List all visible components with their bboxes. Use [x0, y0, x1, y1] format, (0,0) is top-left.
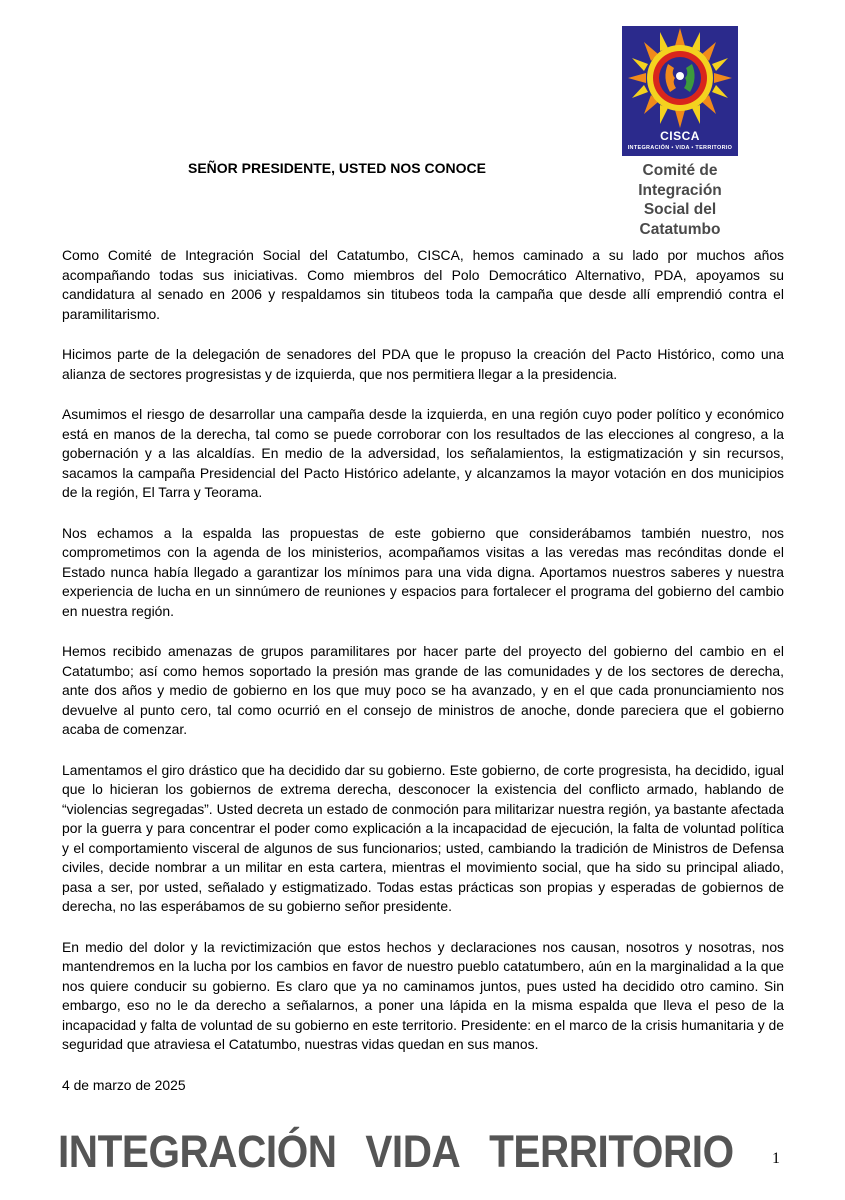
- org-line-1: Comité de: [642, 162, 718, 179]
- footer-banner: [58, 1124, 734, 1180]
- paragraph: Hemos recibido amenazas de grupos paramilitares por hacer parte del proyecto del gobierno del cambio en el Catatumbo; así como hemos soportado la presión mas grande de las comunidades y de los sectores de derecha, ante dos años y medio de gobierno en los que muy poco se ha avanzado, y en el que cada pronunciamiento nos devuelve al punto cero, tal como ocurrió en el consejo de ministros de anoche, donde pareciera que el gobierno acaba de comenzar.: [62, 643, 784, 737]
- paragraph: Nos echamos a la espalda las propuestas de este gobierno que considerábamos también nuestro, nos comprometimos con la agenda de los ministerios, acompañamos visitas a las veredas mas recónditas donde el Estado nunca había llegado a garantizar los mínimos para una vida digna. Aportamos nuestros saberes y nuestra experiencia de lucha en un sinnúmero de reuniones y espacios para fortalecer el programa del gobierno del cambio en nuestra región.: [62, 524, 784, 619]
- footer-word-integracion: INTEGRACIÓN: [58, 1126, 337, 1177]
- footer-word-vida: VIDA: [365, 1126, 461, 1177]
- logo-name: CISCA: [660, 129, 700, 143]
- paragraph: Asumimos el riesgo de desarrollar una campaña desde la izquierda, en una región cuyo poder político y económico está en manos de la derecha, tal como se puede corroborar con los resultados de las elecciones al congreso, a la gobernación y a las alcaldías. En medio de la adversidad, los señalamientos, la estigmatización y sin recursos, sacamos la campaña Presidencial del Pacto Histórico adelante, y alcanzamos la mayor votación en dos municipios de la región, El Tarra y Teorama.: [62, 406, 784, 500]
- cisca-logo: [622, 26, 738, 156]
- letter-body: [62, 246, 784, 1076]
- paragraph: En medio del dolor y la revictimización que estos hechos y declaraciones nos causan, nosotros y nosotras, nos mantendremos en la lucha por los cambios en favor de nuestro pueblo catatumbero, aún en la marginalidad a la que nos quiere conducir su gobierno. Es claro que ya no caminamos juntos, pues usted ha decidido otro camino. Sin embargo, eso no le da derecho a señalarnos, a poner una lápida en la misma espalda que lleva el peso de la incapacidad y falta de voluntad de su gobierno en este territorio. Presidente: en el marco de la crisis humanitaria y de seguridad que atraviesa el Catatumbo, nuestras vidas quedan en sus manos.: [62, 938, 784, 1052]
- org-line-3: Social del: [643, 201, 717, 218]
- paragraph: Hicimos parte de la delegación de senadores del PDA que le propuso la creación del Pacto Histórico, como una alianza de sectores progresistas y de izquierda, que nos permitiera llegar a la presidencia.: [62, 346, 784, 382]
- logo-subtitle: INTEGRACIÓN • VIDA • TERRITORIO: [627, 145, 733, 151]
- footer-word-territorio: TERRITORIO: [489, 1126, 734, 1177]
- sun-emblem-icon: [622, 26, 738, 130]
- document-title: SEÑOR PRESIDENTE, USTED NOS CONOCE: [188, 160, 486, 176]
- org-line-2: Integración: [638, 181, 722, 199]
- organization-name: [615, 161, 745, 239]
- paragraph: Como Comité de Integración Social del Catatumbo, CISCA, hemos caminado a su lado por muchos años acompañando todas sus iniciativas. Como miembros del Polo Democrático Alternativo, PDA, apoyamos su candidatura al senado en 2006 y respaldamos sin titubeos toda la campaña que desde allí emprendió contra el paramilitarismo.: [62, 247, 784, 322]
- org-line-4: Catatumbo: [639, 220, 721, 238]
- paragraph: Lamentamos el giro drástico que ha decidido dar su gobierno. Este gobierno, de corte progresista, ha decidido, igual que lo hicieran los gobiernos de extrema derecha, desconocer la existencia del conflicto armado, hablando de “violencias segregadas”. Usted decreta un estado de conmoción para militarizar nuestra región, ya bastante afectada por la guerra y para concentrar el poder como explicación a la incapacidad de ejecución, la falta de voluntad política y el comportamiento visceral de algunos de sus funcionarios; usted, cambiando la tradición de Ministros de Defensa civiles, decide nombrar a un militar en esta cartera, mientras el movimiento social, que ha sido su principal aliado, pasa a ser, por usted, señalado y estigmatizado. Todas estas prácticas son propias y esperadas de gobiernos de derecha, no las esperábamos de su gobierno señor presidente.: [62, 761, 784, 914]
- page-number: 1: [772, 1150, 780, 1167]
- letter-date: 4 de marzo de 2025: [62, 1077, 186, 1093]
